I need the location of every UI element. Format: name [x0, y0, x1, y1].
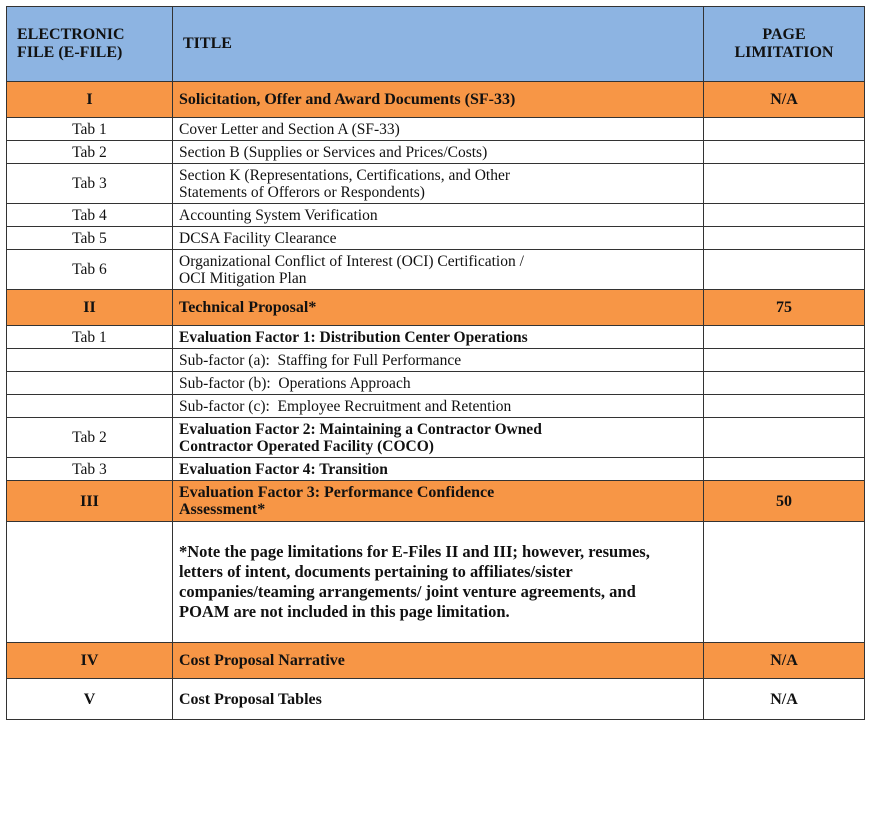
e-file-id: I	[7, 82, 173, 118]
table-row	[7, 349, 865, 372]
page-limitation-value: 50	[704, 481, 865, 522]
e-file-id: Tab 6	[7, 250, 173, 290]
e-file-title-line2: Assessment*	[179, 501, 266, 518]
e-file-title: Accounting System Verification	[173, 204, 704, 227]
e-file-id: II	[7, 290, 173, 326]
table-row	[7, 250, 865, 290]
e-file-id: III	[7, 481, 173, 522]
e-file-title	[173, 250, 704, 290]
e-file-title	[173, 481, 704, 522]
table-row	[7, 118, 865, 141]
e-file-id: Tab 2	[7, 418, 173, 458]
e-file-id	[7, 395, 173, 418]
page-limitation-value	[704, 326, 865, 349]
e-file-title	[173, 418, 704, 458]
header-title: TITLE	[173, 7, 704, 82]
e-file-id: Tab 1	[7, 326, 173, 349]
e-file-title: Section B (Supplies or Services and Prices/Costs)	[173, 141, 704, 164]
page-limitation-note: *Note the page limitations for E-Files II and III; however, resumes, letters of intent, documents pertaining to affiliates/sister companies/teaming arrangements/ joint venture agreements, and POAM are not included in this page limitation.	[173, 522, 704, 643]
e-file-title: Solicitation, Offer and Award Documents (SF-33)	[173, 82, 704, 118]
e-file-id: Tab 4	[7, 204, 173, 227]
table-row	[7, 204, 865, 227]
section-row-i	[7, 82, 865, 118]
table-row	[7, 141, 865, 164]
e-file-id	[7, 372, 173, 395]
page-limitation-value	[704, 204, 865, 227]
page-limitation-value	[704, 118, 865, 141]
table-row	[7, 326, 865, 349]
table-header-row	[7, 7, 865, 82]
e-file-id: Tab 5	[7, 227, 173, 250]
e-file-id: Tab 1	[7, 118, 173, 141]
e-file-title: Cover Letter and Section A (SF-33)	[173, 118, 704, 141]
table-row	[7, 227, 865, 250]
page-limitation-value	[704, 395, 865, 418]
note-row	[7, 522, 865, 643]
e-file-title: Sub-factor (b): Operations Approach	[173, 372, 704, 395]
e-file-title-line1: Evaluation Factor 2: Maintaining a Contractor Owned	[179, 420, 542, 438]
page-limitation-value	[704, 227, 865, 250]
e-file-id: IV	[7, 643, 173, 679]
e-file-title-line1: Organizational Conflict of Interest (OCI) Certification /	[179, 252, 524, 270]
table-row	[7, 418, 865, 458]
header-electronic-file-line1: ELECTRONIC	[17, 26, 125, 43]
e-file-title: Technical Proposal*	[173, 290, 704, 326]
page-limitation-value	[704, 522, 865, 643]
e-file-id	[7, 349, 173, 372]
page-limitation-value: N/A	[704, 82, 865, 118]
e-file-title	[173, 164, 704, 204]
header-page-limitation-line1: PAGE	[762, 26, 806, 43]
e-file-title: DCSA Facility Clearance	[173, 227, 704, 250]
header-electronic-file-line2: FILE (E-FILE)	[17, 44, 123, 61]
e-file-title: Evaluation Factor 4: Transition	[173, 458, 704, 481]
page-limitation-value	[704, 164, 865, 204]
page-limitation-value	[704, 349, 865, 372]
e-file-id	[7, 522, 173, 643]
e-file-title: Evaluation Factor 1: Distribution Center Operations	[173, 326, 704, 349]
e-file-page-limitation-table	[6, 6, 865, 720]
page-limitation-value: N/A	[704, 679, 865, 720]
e-file-id: Tab 3	[7, 164, 173, 204]
page-limitation-value: 75	[704, 290, 865, 326]
page-limitation-value	[704, 250, 865, 290]
e-file-title-line1: Evaluation Factor 3: Performance Confidence	[179, 484, 495, 501]
table-row	[7, 164, 865, 204]
section-row-iii	[7, 481, 865, 522]
page-limitation-value: N/A	[704, 643, 865, 679]
e-file-title-line2: OCI Mitigation Plan	[179, 269, 307, 287]
e-file-id: V	[7, 679, 173, 720]
page-limitation-value	[704, 372, 865, 395]
e-file-title: Sub-factor (c): Employee Recruitment and Retention	[173, 395, 704, 418]
table-row	[7, 372, 865, 395]
section-row-v	[7, 679, 865, 720]
table-row	[7, 458, 865, 481]
page-limitation-value	[704, 418, 865, 458]
e-file-id: Tab 2	[7, 141, 173, 164]
page-limitation-value	[704, 458, 865, 481]
e-file-title-line2: Contractor Operated Facility (COCO)	[179, 437, 434, 455]
e-file-title-line2: Statements of Offerors or Respondents)	[179, 183, 425, 201]
header-electronic-file	[7, 7, 173, 82]
e-file-title: Cost Proposal Tables	[173, 679, 704, 720]
page-limitation-value	[704, 141, 865, 164]
e-file-title: Cost Proposal Narrative	[173, 643, 704, 679]
header-page-limitation	[704, 7, 865, 82]
e-file-title: Sub-factor (a): Staffing for Full Performance	[173, 349, 704, 372]
section-row-iv	[7, 643, 865, 679]
e-file-id: Tab 3	[7, 458, 173, 481]
table-row	[7, 395, 865, 418]
header-page-limitation-line2: LIMITATION	[734, 44, 834, 61]
e-file-title-line1: Section K (Representations, Certifications, and Other	[179, 166, 511, 184]
section-row-ii	[7, 290, 865, 326]
